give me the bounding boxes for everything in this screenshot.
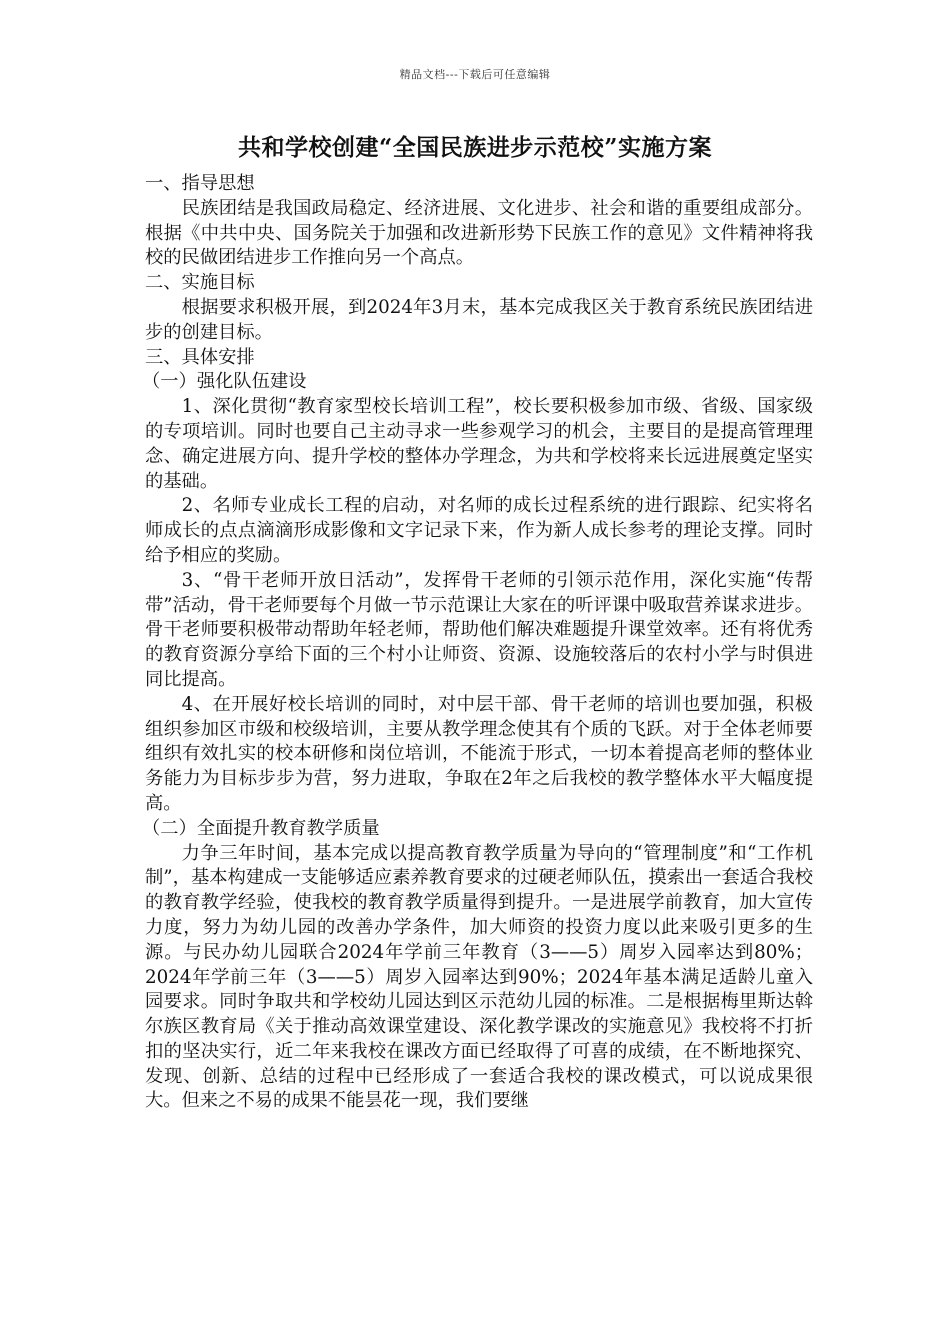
section-heading-arrangements: 三、具体安排: [145, 346, 255, 368]
paragraph-guiding-thought: 民族团结是我国政局稳定、经济进展、文化进步、社会和谐的重要组成部分。根据《中共中央、国务院关于加强和改进新形势下民族工作的意见》文件精神将我校的民做团结进步工作推向另一个高点。: [145, 197, 813, 269]
section-heading-guiding-thought: 一、指导思想: [145, 173, 255, 194]
paragraph-item-4: 4、在开展好校长培训的同时，对中层干部、骨干老师的培训也要加强，积极组织参加区市级和校级培训，主要从教学理念使其有个质的飞跃。对于全体老师要组织有效扎实的校本研修和岗位培训，不能流于形式，一切本着提高老师的整体业务能力为目标步步为营，努力进取，争取在2年之后我校的教学整体水平大幅度提高。: [145, 693, 813, 814]
paragraph-item-1: 1、深化贯彻“教育家型校长培训工程”，校长要积极参加市级、省级、国家级的专项培训。同时也要自己主动寻求一些参观学习的机会，主要目的是提高管理理念、确定进展方向、提升学校的整体办学理念，为共和学校将来长远进展奠定坚实的基础。: [145, 396, 813, 492]
document-title: 共和学校创建“全国民族进步示范校”实施方案: [238, 134, 712, 161]
subsection-heading-quality: （二）全面提升教育教学质量: [142, 817, 380, 839]
paragraph-item-3: 3、“骨干老师开放日活动”，发挥骨干老师的引领示范作用，深化实施“传帮带”活动，骨干老师要每个月做一节示范课让大家在的听评课中吸取营养谋求进步。骨干老师要积极带动帮助年轻老师，帮助他们解决难题提升课堂效率。还有将优秀的教育资源分享给下面的三个村小让师资、资源、设施较落后的农村小学与时俱进同比提高。: [145, 569, 813, 690]
section-heading-goals: 二、实施目标: [145, 272, 255, 294]
header-note: 精品文档---下载后可任意编辑: [399, 68, 551, 81]
paragraph-quality: 力争三年时间，基本完成以提高教育教学质量为导向的“管理制度”和“工作机制”，基本构建成一支能够适应素养教育要求的过硬老师队伍，摸索出一套适合我校的教育教学经验，使我校的教育教学质量得到提升。一是进展学前教育，加大宣传力度，努力为幼儿园的改善办学条件，加大师资的投资力度以此来吸引更多的生源。与民办幼儿园联合2024年学前三年教育（3——5）周岁入园率达到80%；2024年学前三年（3——5）周岁入园率达到90%；2024年基本满足适龄儿童入园要求。同时争取共和学校幼儿园达到区示范幼儿园的标准。二是根据梅里斯达斡尔族区教育局《关于推动高效课堂建设、深化教学课改的实施意见》我校将不打折扣的坚决实行，近二年来我校在课改方面已经取得了可喜的成绩，在不断地探究、发现、创新、总结的过程中已经形成了一套适合我校的课改模式，可以说成果很大。但来之不易的成果不能昙花一现，我们要继: [145, 842, 813, 1112]
paragraph-item-2: 2、名师专业成长工程的启动，对名师的成长过程系统的进行跟踪、纪实将名师成长的点点滴滴形成影像和文字记录下来，作为新人成长参考的理论支撑。同时给予相应的奖励。: [145, 495, 813, 566]
document-body: [142, 172, 813, 1114]
subsection-heading-team-building: （一）强化队伍建设: [142, 371, 307, 393]
paragraph-goals: 根据要求积极开展，到2024年3月末，基本完成我区关于教育系统民族团结进步的创建目标。: [145, 296, 813, 343]
